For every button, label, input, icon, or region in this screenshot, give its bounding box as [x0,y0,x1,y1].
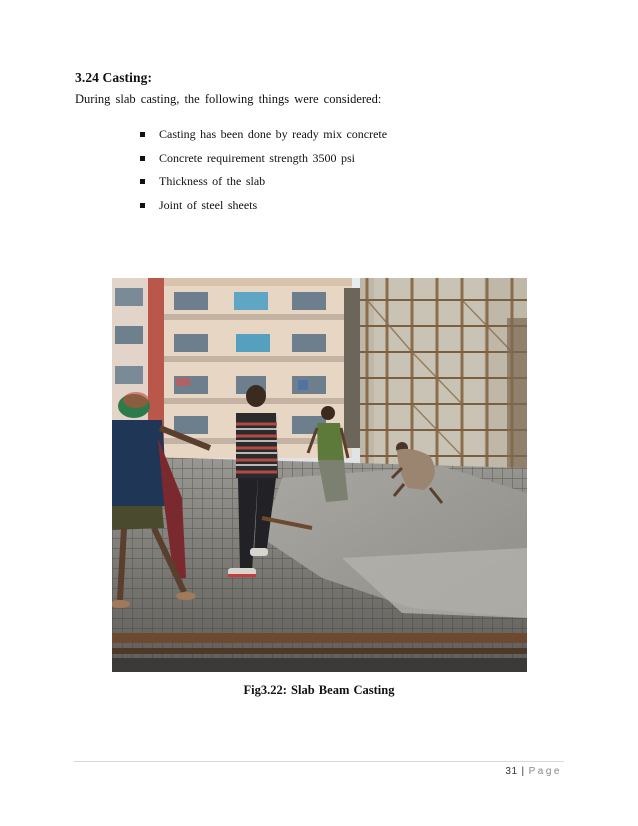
square-bullet-icon [140,132,145,137]
section-intro: During slab casting, the following things were considered: [75,92,382,106]
list-item-text: Thickness of the slab [159,174,266,189]
footer-separator: | [521,766,525,777]
list-item-text: Joint of steel sheets [159,197,258,212]
square-bullet-icon [140,203,145,208]
page-footer [505,766,562,777]
square-bullet-icon [140,156,145,161]
footer-divider [74,761,564,762]
list-item [140,147,387,171]
list-item [140,123,387,147]
section-heading: 3.24 Casting: [75,70,153,85]
list-item [140,170,387,194]
square-bullet-icon [140,179,145,184]
figure-caption: Fig3.22: Slab Beam Casting [243,683,395,697]
list-item-text: Concrete requirement strength 3500 psi [159,150,355,165]
list-item-text: Casting has been done by ready mix concrete [159,127,388,142]
bullet-list [140,123,387,217]
page-number: 31 [505,766,518,777]
page-label: Page [528,766,562,777]
slab-casting-photo [112,278,527,672]
list-item [140,194,387,218]
